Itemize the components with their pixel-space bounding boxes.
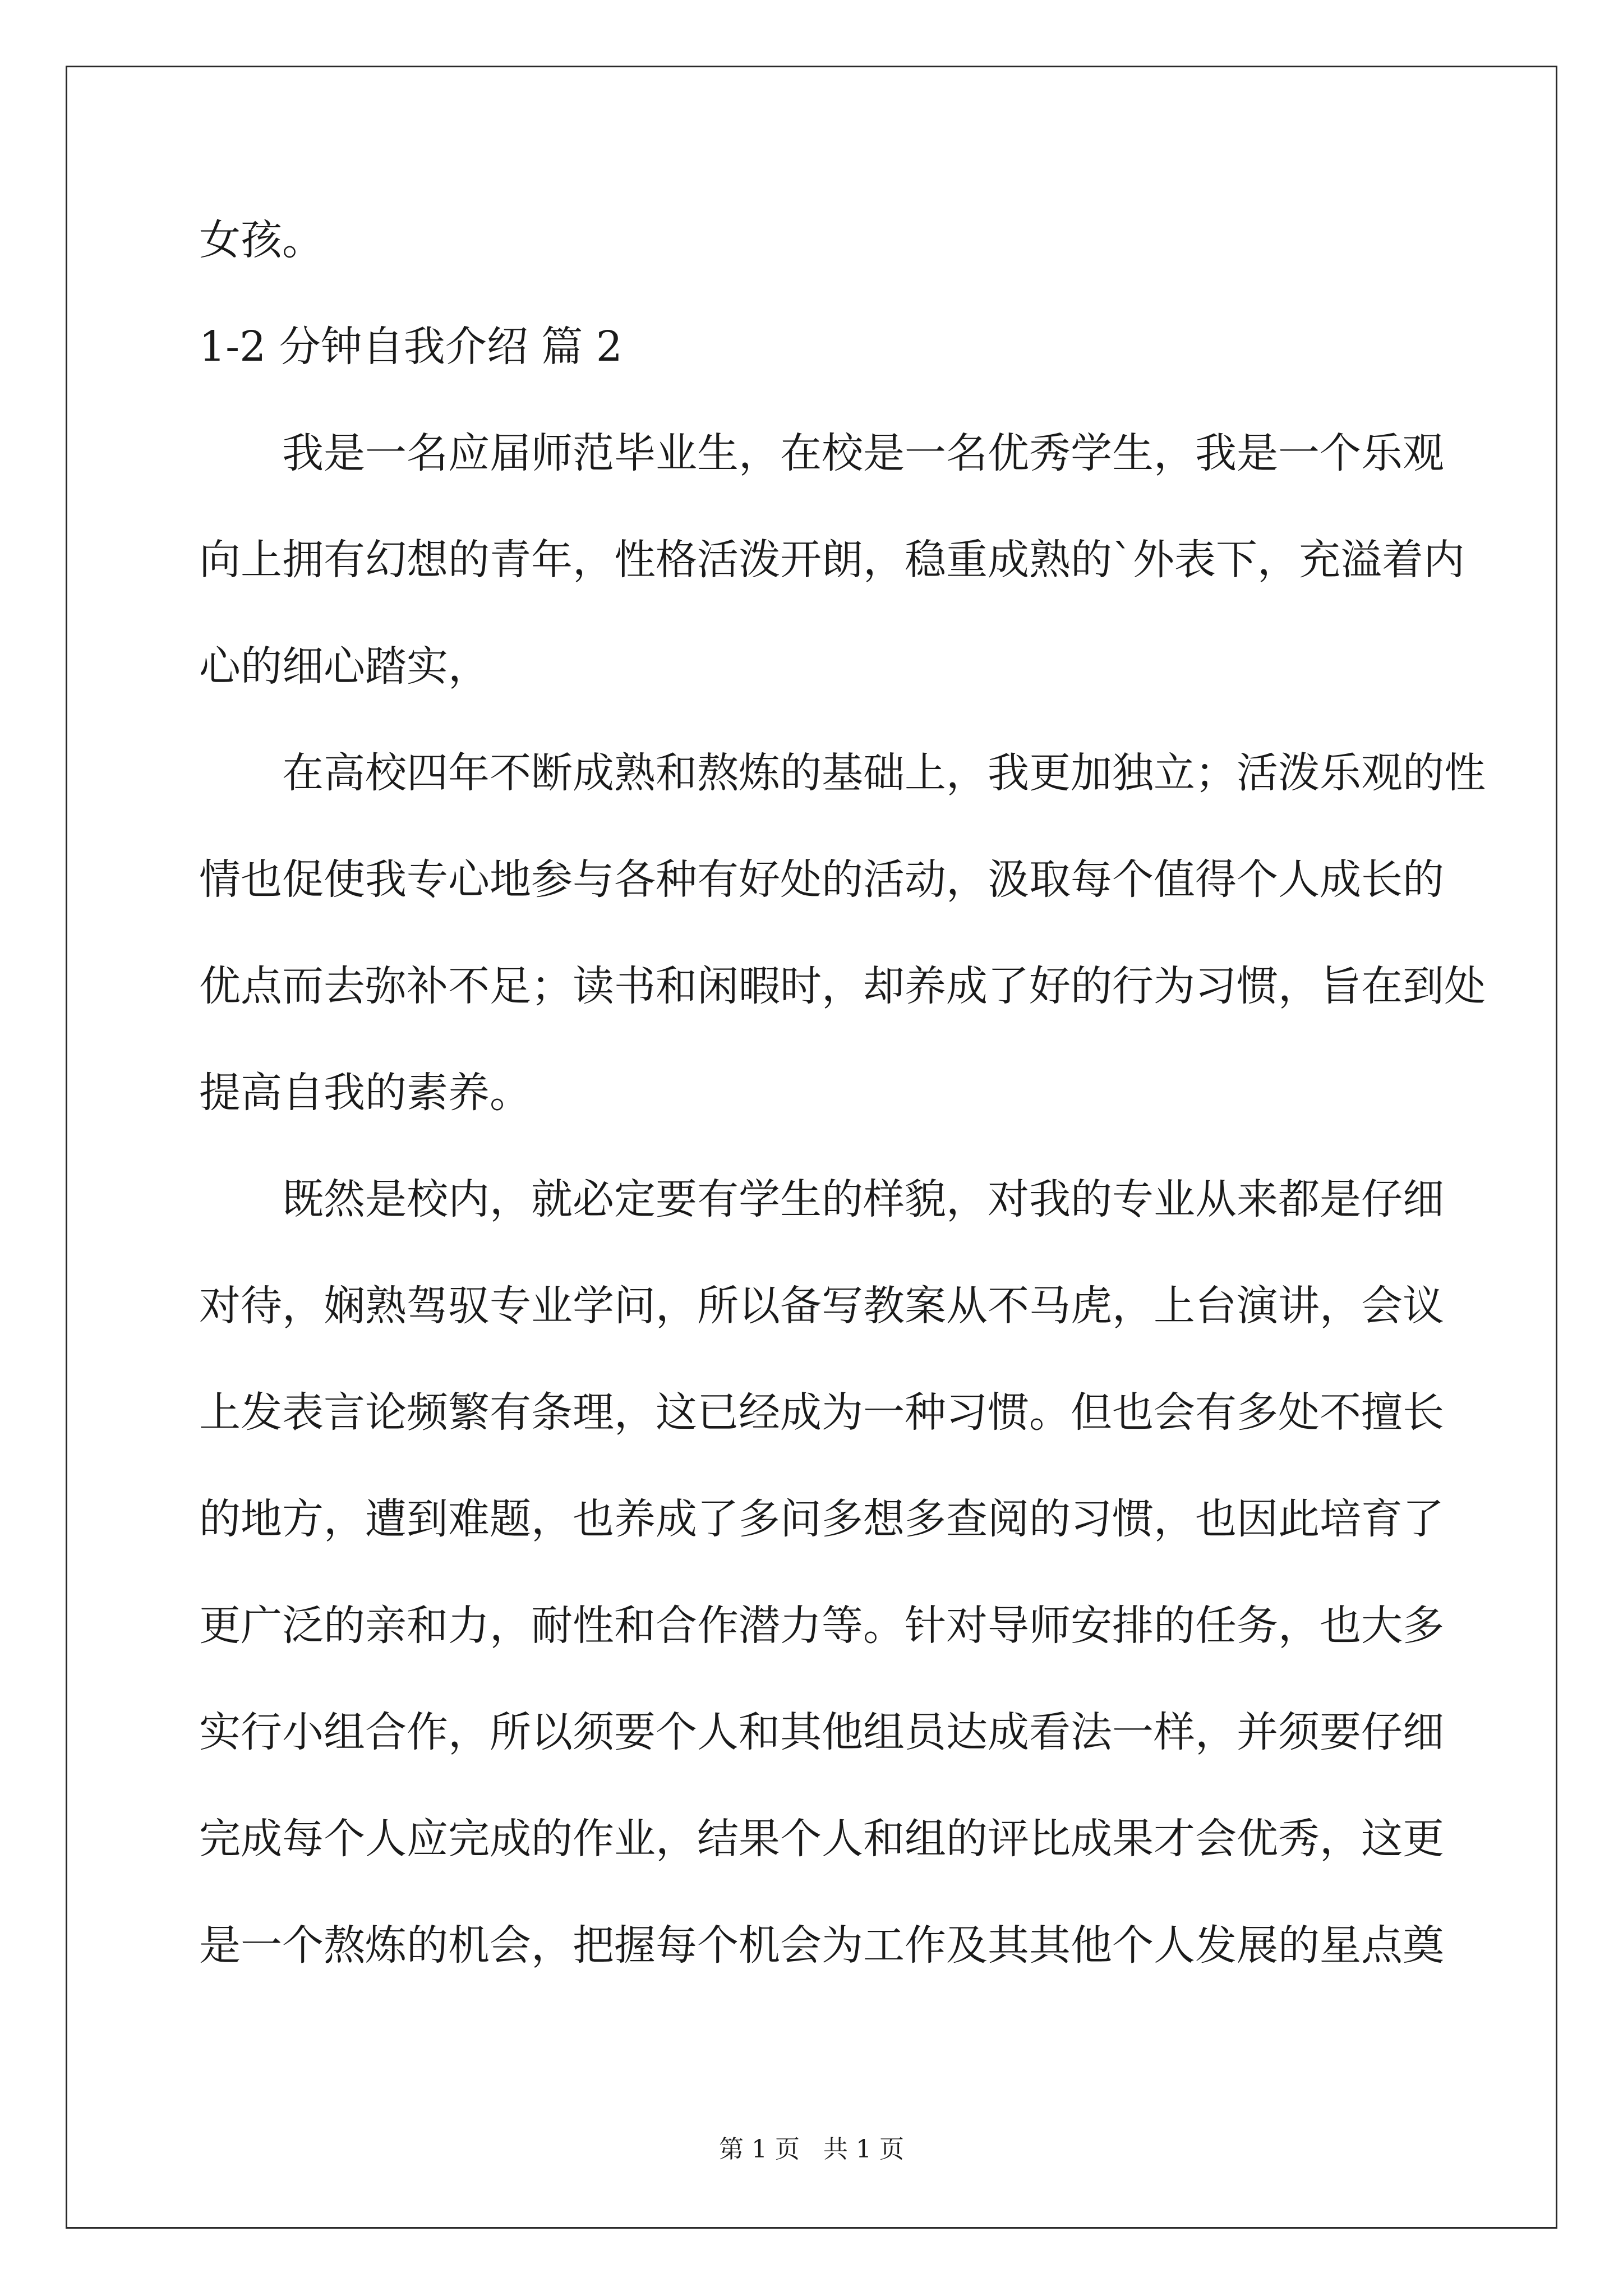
paragraph-line: 心的细心踏实， — [199, 642, 490, 691]
paragraph-line: 在高校四年不断成熟和熬炼的基础上，我更加独立；活泼乐观的性 — [282, 749, 1486, 797]
paragraph-line: 我是一名应届师范毕业生，在校是一名优秀学生，我是一个乐观 — [282, 429, 1444, 477]
paragraph-line: 上发表言论频繁有条理，这已经成为一种习惯。但也会有多处不擅长 — [199, 1388, 1444, 1437]
text-line: 女孩。 — [199, 216, 324, 264]
paragraph-line: 完成每个人应完成的作业，结果个人和组的评比成果才会优秀，这更 — [199, 1815, 1444, 1863]
paragraph-line: 对待，娴熟驾驭专业学问，所以备写教案从不马虎，上台演讲，会议 — [199, 1282, 1444, 1330]
paragraph-line: 优点而去弥补不足；读书和闲暇时，却养成了好的行为习惯，旨在到处 — [199, 962, 1486, 1010]
paragraph-line: 提高自我的素养。 — [199, 1069, 531, 1117]
paragraph-line: 实行小组合作，所以须要个人和其他组员达成看法一样，并须要仔细 — [199, 1708, 1444, 1756]
document-body — [199, 213, 1486, 1972]
paragraph-line: 既然是校内，就必定要有学生的样貌，对我的专业从来都是仔细 — [282, 1175, 1444, 1223]
section-heading: 1-2 分钟自我介绍 篇 2 — [199, 323, 623, 371]
paragraph-line: 向上拥有幻想的青年，性格活泼开朗，稳重成熟的`外表下，充溢着内 — [199, 536, 1465, 584]
paragraph-line: 的地方，遭到难题，也养成了多问多想多查阅的习惯，也因此培育了 — [199, 1495, 1444, 1543]
paragraph-line: 更广泛的亲和力，耐性和合作潜力等。针对导师安排的任务，也大多 — [199, 1602, 1444, 1650]
page-number-footer: 第 1 页 共 1 页 — [719, 2135, 904, 2164]
paragraph-line: 是一个熬炼的机会，把握每个机会为工作及其其他个人发展的星点奠 — [199, 1921, 1444, 1970]
paragraph-line: 情也促使我专心地参与各种有好处的活动，汲取每个值得个人成长的 — [199, 855, 1444, 904]
